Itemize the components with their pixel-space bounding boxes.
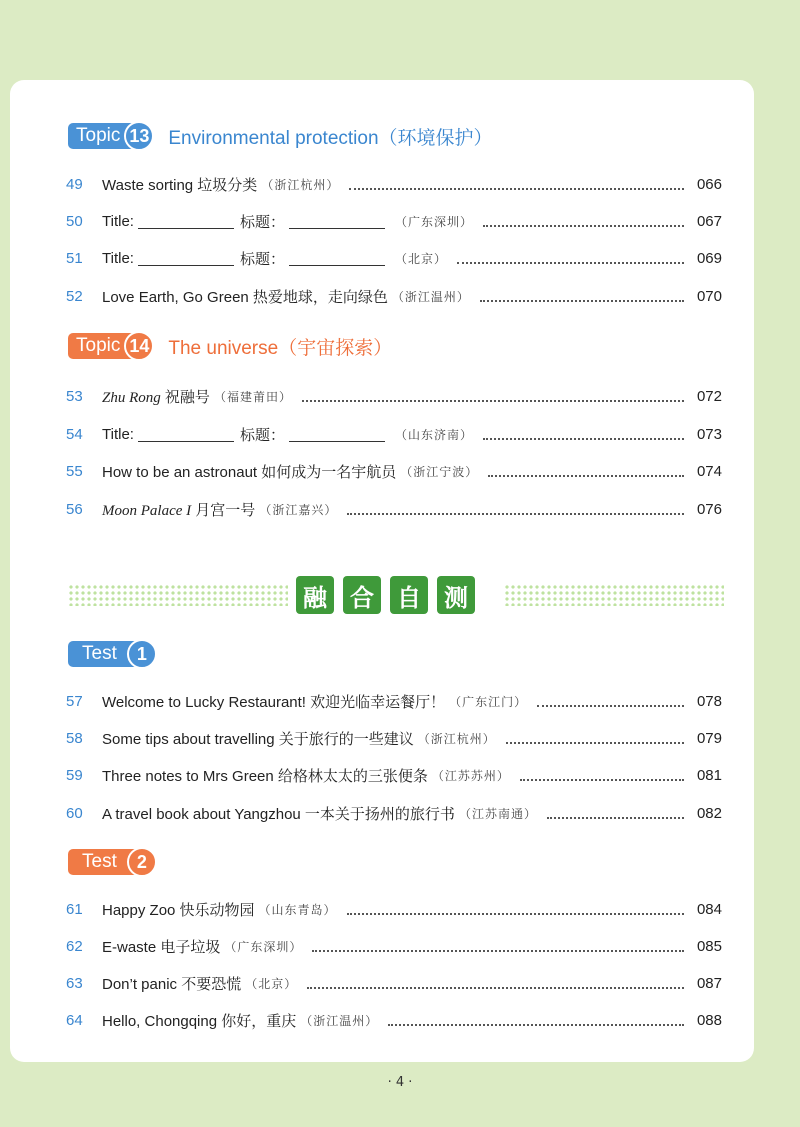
entry-title: Love Earth, Go Green 热爱地球，走向绿色: [102, 288, 388, 306]
entry-page: 078: [696, 692, 722, 710]
test-number: 2: [127, 847, 157, 877]
entry-page: 069: [696, 249, 722, 267]
toc-entry[interactable]: [66, 763, 722, 787]
entry-location: （北京）: [245, 976, 298, 991]
entry-number: 57: [66, 692, 83, 710]
entry-location: （浙江温州）: [391, 289, 470, 304]
topic-label: Topic: [76, 125, 121, 146]
entry-page: 085: [696, 937, 722, 955]
entry-number: 59: [66, 766, 83, 784]
entry-title: 月宫一号: [191, 501, 256, 519]
entry-location: （浙江杭州）: [261, 177, 340, 192]
test-number: 1: [127, 639, 157, 669]
toc-entry[interactable]: [66, 726, 722, 750]
banner-dots-right: [504, 584, 724, 606]
entry-number: 58: [66, 729, 83, 747]
entry-page: 070: [696, 287, 722, 305]
entry-title: Waste sorting 垃圾分类: [102, 176, 258, 194]
dot-leader: [347, 904, 684, 915]
test-badge: [68, 641, 153, 667]
section-banner: [68, 576, 724, 616]
blank-line: [138, 214, 234, 229]
entry-location: （广东深圳）: [394, 214, 473, 229]
entry-title: Hello, Chongqing 你好，重庆: [102, 1012, 297, 1030]
entry-number: 50: [66, 212, 83, 230]
topic-number: 14: [124, 331, 154, 361]
blank-line: [138, 427, 234, 442]
entry-number: 62: [66, 937, 83, 955]
entry-location: （浙江宁波）: [400, 464, 479, 479]
toc-entry[interactable]: [66, 172, 722, 196]
entry-title: How to be an astronaut 如何成为一名宇航员: [102, 463, 397, 481]
entry-title-italic: Zhu Rong: [102, 389, 161, 406]
entry-location: （山东济南）: [394, 427, 473, 442]
entry-title-cn: 标题：: [239, 213, 285, 231]
toc-entry[interactable]: [66, 934, 722, 958]
topic-badge: [68, 333, 150, 359]
dot-leader: [312, 941, 684, 952]
entry-number: 54: [66, 425, 83, 443]
dot-leader: [457, 253, 684, 264]
toc-entry[interactable]: [66, 689, 722, 713]
entry-number: 63: [66, 974, 83, 992]
entry-title: Three notes to Mrs Green 给格林太太的三张便条: [102, 767, 428, 785]
entry-location: （福建莆田）: [213, 389, 292, 404]
entry-location: （山东青岛）: [258, 902, 337, 917]
test-label: Test: [82, 643, 117, 664]
banner-dots-left: [68, 584, 288, 606]
entry-title: Welcome to Lucky Restaurant! 欢迎光临幸运餐厅！: [102, 693, 446, 711]
entry-number: 60: [66, 804, 83, 822]
entry-location: （广东深圳）: [224, 939, 303, 954]
blank-line: [289, 427, 385, 442]
entry-page: 081: [696, 766, 722, 784]
entry-page: 079: [696, 729, 722, 747]
entry-page: 067: [696, 212, 722, 230]
banner-char: 测: [437, 576, 475, 614]
entry-page: 082: [696, 804, 722, 822]
topic-title: The universe（宇宙探索）: [168, 337, 393, 359]
entry-location: （浙江杭州）: [417, 731, 496, 746]
dot-leader: [347, 504, 684, 515]
dot-leader: [547, 808, 684, 819]
dot-leader: [520, 770, 684, 781]
entry-number: 53: [66, 387, 83, 405]
dot-leader: [302, 391, 684, 402]
blank-line: [289, 251, 385, 266]
topic-14-heading: [68, 329, 392, 363]
dot-leader: [506, 733, 684, 744]
entry-number: 56: [66, 500, 83, 518]
banner-char: 自: [390, 576, 428, 614]
entry-page: 072: [696, 387, 722, 405]
dot-leader: [307, 978, 684, 989]
toc-entry[interactable]: [66, 246, 722, 270]
entry-title: Happy Zoo 快乐动物园: [102, 901, 255, 919]
dot-leader: [483, 216, 684, 227]
entry-location: （浙江温州）: [300, 1013, 379, 1028]
entry-title: Don’t panic 不要恐慌: [102, 975, 242, 993]
toc-entry[interactable]: [66, 971, 722, 995]
blank-line: [289, 214, 385, 229]
toc-entry[interactable]: [66, 459, 722, 483]
entry-number: 52: [66, 287, 83, 305]
entry-page: 084: [696, 900, 722, 918]
dot-leader: [483, 429, 684, 440]
entry-number: 61: [66, 900, 83, 918]
entry-location: （广东江门）: [449, 694, 528, 709]
entry-number: 49: [66, 175, 83, 193]
entry-title: Title:: [102, 212, 134, 230]
entry-title: Some tips about travelling 关于旅行的一些建议: [102, 730, 414, 748]
toc-entry[interactable]: [66, 801, 722, 825]
test-2-heading: [68, 845, 153, 879]
toc-entry[interactable]: [66, 897, 722, 921]
dot-leader: [388, 1015, 684, 1026]
dot-leader: [537, 696, 684, 707]
entry-title-cn: 标题：: [239, 250, 285, 268]
page-number: · 4 ·: [387, 1075, 413, 1090]
entry-number: 55: [66, 462, 83, 480]
entry-title: Title:: [102, 249, 134, 267]
topic-badge: [68, 123, 150, 149]
entry-title: 祝融号: [160, 388, 210, 406]
topic-13-heading: [68, 119, 493, 153]
blank-line: [138, 251, 234, 266]
entry-number: 51: [66, 249, 83, 267]
toc-entry[interactable]: [66, 1008, 722, 1032]
entry-page: 076: [696, 500, 722, 518]
entry-title-italic: Moon Palace I: [102, 502, 192, 519]
entry-location: （江苏苏州）: [431, 768, 510, 783]
dot-leader: [488, 466, 684, 477]
test-label: Test: [82, 851, 117, 872]
entry-location: （江苏南通）: [458, 806, 537, 821]
entry-page: 073: [696, 425, 722, 443]
dot-leader: [349, 179, 684, 190]
topic-title: Environmental protection（环境保护）: [168, 127, 493, 149]
toc-entry[interactable]: [66, 209, 722, 233]
entry-title: A travel book about Yangzhou 一本关于扬州的旅行书: [102, 805, 455, 823]
banner-char: 融: [296, 576, 334, 614]
entry-page: 074: [696, 462, 722, 480]
toc-entry[interactable]: [66, 284, 722, 308]
entry-page: 088: [696, 1011, 722, 1029]
entry-page: 087: [696, 974, 722, 992]
test-1-heading: [68, 637, 153, 671]
entry-title: E-waste 电子垃圾: [102, 938, 221, 956]
test-badge: [68, 849, 153, 875]
entry-number: 64: [66, 1011, 83, 1029]
toc-entry[interactable]: [66, 384, 722, 408]
banner-char: 合: [343, 576, 381, 614]
topic-number: 13: [124, 121, 154, 151]
topic-label: Topic: [76, 335, 121, 356]
entry-page: 066: [696, 175, 722, 193]
entry-title-cn: 标题：: [239, 426, 285, 444]
toc-entry[interactable]: [66, 422, 722, 446]
entry-location: （浙江嘉兴）: [259, 502, 338, 517]
dot-leader: [480, 291, 684, 302]
entry-location: （北京）: [394, 251, 447, 266]
entry-title: Title:: [102, 425, 134, 443]
toc-entry[interactable]: [66, 497, 722, 521]
